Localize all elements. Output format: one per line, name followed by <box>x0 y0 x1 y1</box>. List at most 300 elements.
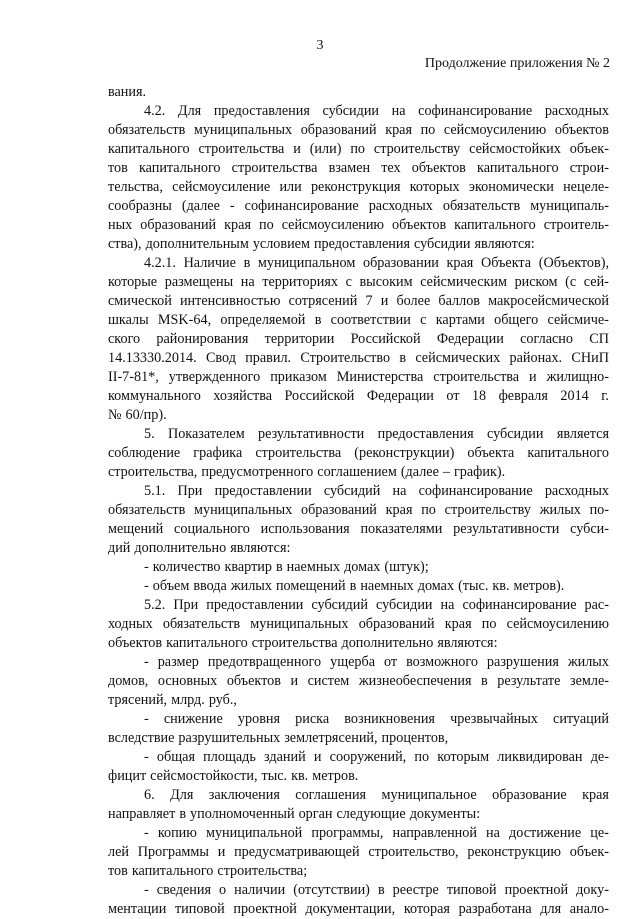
word: рас- <box>584 597 609 613</box>
word: муниципальное <box>381 787 477 803</box>
word: соглашения <box>295 787 367 803</box>
word: предоставления <box>377 426 474 442</box>
word: строительства <box>433 369 520 385</box>
word: коммунального <box>108 388 201 404</box>
text-line <box>108 121 609 140</box>
word: домов, <box>108 673 149 689</box>
word: метров). <box>513 578 565 594</box>
word: смической <box>108 293 172 309</box>
word: общего <box>494 312 539 328</box>
word: жилых <box>539 502 581 518</box>
word: реконструкция <box>310 179 401 195</box>
word: являются: <box>230 540 291 556</box>
word: муниципальных <box>194 502 293 518</box>
word: на <box>486 825 500 841</box>
word: Федерации <box>366 388 434 404</box>
word: территории <box>264 331 335 347</box>
word: 60/пр). <box>125 407 167 423</box>
word: в <box>314 312 322 328</box>
word: строительства, <box>108 464 198 480</box>
word: сейсмоусилению <box>443 122 547 138</box>
word: достижение <box>509 825 582 841</box>
word: типовой <box>174 901 225 917</box>
word: помещений <box>275 578 346 594</box>
word: являются: <box>474 236 535 252</box>
word: которым <box>437 749 490 765</box>
word: количество <box>152 559 221 575</box>
word: по <box>420 122 436 138</box>
text-line <box>108 406 609 425</box>
word: - <box>144 578 149 594</box>
word: объектов <box>554 122 609 138</box>
word: строительства; <box>217 863 308 879</box>
word: - <box>144 749 149 765</box>
text-line <box>108 634 609 653</box>
word: сооружений, <box>329 749 407 765</box>
word: субсидии <box>322 103 380 119</box>
word: г. <box>601 388 609 404</box>
word: СНиП <box>571 350 609 366</box>
word: предоставлении <box>206 597 304 613</box>
word: капитального <box>454 217 536 233</box>
word: капитального <box>138 160 221 176</box>
text-line <box>108 254 609 273</box>
word: ства), <box>108 236 142 252</box>
word: 14.13330.2014. <box>108 350 197 366</box>
word: метров. <box>312 768 359 784</box>
word: проектной <box>504 882 569 898</box>
word: на <box>240 274 255 290</box>
word: муниципальных <box>250 616 349 632</box>
text-line <box>108 311 609 330</box>
word: является <box>556 426 609 442</box>
word: в <box>481 673 488 689</box>
word: Российской <box>284 388 355 404</box>
word: согласно <box>520 331 573 347</box>
word: соглашением <box>317 464 397 480</box>
word: строительства <box>198 141 285 157</box>
word: показателями <box>360 521 443 537</box>
word: сейсмическим <box>420 274 507 290</box>
text-line <box>108 159 609 178</box>
word: края <box>385 122 412 138</box>
word: по <box>258 217 274 233</box>
text-line <box>108 425 609 444</box>
text-line <box>108 805 609 824</box>
word: график). <box>453 464 506 480</box>
word: края <box>385 502 413 518</box>
word: соблюдение <box>108 445 181 461</box>
word: субсидии <box>486 426 544 442</box>
word: сейсмиче- <box>547 312 609 328</box>
word: Для <box>177 103 202 119</box>
text-line <box>108 216 609 235</box>
word: являются: <box>437 635 498 651</box>
word: на <box>391 103 406 119</box>
text-line <box>108 729 609 748</box>
word: (с <box>565 274 577 290</box>
word: 18 <box>471 388 487 404</box>
word: 4.2.1. <box>144 255 176 271</box>
word: предусматривающей <box>234 844 360 860</box>
word: систем <box>307 673 350 689</box>
word: экономически <box>468 179 554 195</box>
word: жилых <box>230 578 272 594</box>
word: расходных <box>544 103 609 119</box>
word: по <box>414 749 430 765</box>
word: жилых <box>567 654 609 670</box>
word: края <box>446 255 474 271</box>
word: в <box>399 350 407 366</box>
word: - <box>229 198 235 214</box>
word: программы, <box>311 825 384 841</box>
word: копию <box>157 825 197 841</box>
word: и <box>529 369 537 385</box>
word: основных <box>157 673 218 689</box>
word: капитального <box>108 141 190 157</box>
text-line <box>108 615 609 634</box>
word: тыс. <box>261 768 288 784</box>
word: (далее <box>181 198 220 214</box>
word: по- <box>589 502 609 518</box>
word: направляет <box>108 806 176 822</box>
text-line <box>108 843 609 862</box>
word: наличии <box>234 882 286 898</box>
text-line <box>108 824 609 843</box>
word: муниципальной <box>205 825 303 841</box>
word: ликвидирован <box>497 749 583 765</box>
word: муниципаль- <box>530 198 609 214</box>
appendix-continuation-note: Продолжение приложения № 2 <box>424 56 610 71</box>
word: тов <box>108 160 128 176</box>
text-line <box>108 900 609 919</box>
word: результативности <box>258 426 365 442</box>
word: тельства, <box>108 179 163 195</box>
word: для <box>540 901 562 917</box>
word: по <box>421 502 436 518</box>
word: нецеле- <box>563 179 609 195</box>
word: (тыс. <box>458 578 489 594</box>
word: снижение <box>163 711 223 727</box>
word: расходных <box>544 483 609 499</box>
word: в <box>349 578 357 594</box>
word: дий <box>108 540 131 556</box>
word: обязательств <box>442 198 521 214</box>
word: объекта <box>467 445 515 461</box>
word: которых <box>409 179 460 195</box>
document-body <box>108 83 609 919</box>
word: размер <box>157 654 199 670</box>
text-line <box>108 463 609 482</box>
word: реконструкцию <box>467 844 561 860</box>
word: объек- <box>569 844 609 860</box>
word: и <box>380 293 389 309</box>
text-line <box>108 748 609 767</box>
word: площадь <box>203 749 256 765</box>
word: правил. <box>245 350 292 366</box>
word: MSK-64, <box>157 312 212 328</box>
word: на <box>440 597 455 613</box>
word: объектов <box>108 635 163 651</box>
word: дополнительно <box>341 635 434 651</box>
word: использования <box>260 521 350 537</box>
word: вания. <box>108 84 147 100</box>
word: II-7-81*, <box>108 369 159 385</box>
text-line <box>108 596 609 615</box>
word: строи- <box>569 160 609 176</box>
word: социального <box>174 521 250 537</box>
text-line <box>108 862 609 881</box>
word: Наличие <box>183 255 236 271</box>
word: возможного <box>406 654 478 670</box>
word: края <box>582 787 609 803</box>
text-line <box>108 140 609 159</box>
word: наемных <box>286 559 341 575</box>
word: сотрясений <box>288 293 358 309</box>
word: Строительство <box>300 350 391 366</box>
word: ситуаций <box>553 711 609 727</box>
word: образований <box>358 616 435 632</box>
word: предоставления <box>313 236 410 252</box>
text-line <box>108 387 609 406</box>
word: де- <box>590 749 609 765</box>
word: - <box>144 882 149 898</box>
word: типовой <box>446 882 497 898</box>
text-line <box>108 368 609 387</box>
word: наемных <box>360 578 414 594</box>
text-line <box>108 235 609 254</box>
word: на <box>392 483 407 499</box>
word: ных <box>108 217 133 233</box>
word: шкалы <box>108 312 149 328</box>
word: предоставлении <box>214 483 312 499</box>
word: (отсутствии) <box>293 882 370 898</box>
word: (штук); <box>384 559 429 575</box>
word: 5. <box>144 426 155 442</box>
text-line <box>108 520 609 539</box>
word: результативности <box>453 521 560 537</box>
word: софинансирование <box>244 198 359 214</box>
word: предусмотренного <box>201 464 314 480</box>
word: сейсмостойкости, <box>150 768 258 784</box>
word: домах <box>344 559 381 575</box>
text-line <box>108 653 609 672</box>
word: сведения <box>156 882 212 898</box>
word: софинансирование <box>418 483 533 499</box>
text-line <box>108 710 609 729</box>
word: макросейсмической <box>488 293 609 309</box>
word: - <box>144 711 149 727</box>
word: субсидии <box>375 597 433 613</box>
word: проектной <box>233 901 297 917</box>
word: процентов, <box>381 730 449 746</box>
word: обязательств <box>108 122 186 138</box>
word: районах. <box>509 350 563 366</box>
word: тех <box>381 160 401 176</box>
word: с <box>345 274 352 290</box>
word: разработана <box>458 901 532 917</box>
word: капитального <box>131 863 214 879</box>
word: и <box>290 673 299 689</box>
word: При <box>173 597 199 613</box>
word: 5.1. <box>144 483 166 499</box>
word: риска <box>295 711 330 727</box>
word: капитального <box>477 160 559 176</box>
word: с <box>420 312 427 328</box>
word: дополнительным <box>145 236 249 252</box>
word: документы: <box>409 806 481 822</box>
text-line <box>108 102 609 121</box>
word: земле- <box>569 673 609 689</box>
word: Российской <box>350 331 421 347</box>
word: предоставления <box>213 103 310 119</box>
word: разрушительных <box>178 730 281 746</box>
word: лей <box>108 844 129 860</box>
word: баллов <box>438 293 480 309</box>
word: образований <box>300 122 377 138</box>
word: строительству <box>373 141 461 157</box>
word: хозяйства <box>213 388 273 404</box>
word: более <box>396 293 431 309</box>
word: высоким <box>359 274 413 290</box>
word: объек- <box>569 141 609 157</box>
word: образований <box>140 217 217 233</box>
word: февраля <box>498 388 548 404</box>
word: приказом <box>270 369 327 385</box>
text-line <box>108 273 609 292</box>
word: в <box>243 255 251 271</box>
word: обязательств <box>108 502 186 518</box>
text-line <box>108 197 609 216</box>
word: Свод <box>205 350 236 366</box>
word: чрезвычайных <box>450 711 538 727</box>
word: сейсмостойких <box>469 141 561 157</box>
text-line <box>108 292 609 311</box>
word: доку- <box>576 882 609 898</box>
word: СП <box>589 331 609 347</box>
text-line <box>108 330 609 349</box>
word: заключения <box>208 787 280 803</box>
word: районирования <box>156 331 249 347</box>
word: интенсивностью <box>179 293 281 309</box>
word: - <box>144 559 149 575</box>
text-line <box>108 881 609 900</box>
word: по <box>481 616 497 632</box>
word: 5.2. <box>144 597 166 613</box>
word: в <box>179 806 187 822</box>
word: анало- <box>569 901 609 917</box>
word: це- <box>590 825 609 841</box>
word: по <box>350 141 366 157</box>
word: образований <box>301 502 377 518</box>
word: зданий <box>264 749 306 765</box>
word: строительства <box>231 160 318 176</box>
word: сейсмоусиление <box>172 179 271 195</box>
text-line <box>108 444 609 463</box>
word: территориях <box>262 274 338 290</box>
word: кв. <box>291 768 309 784</box>
word: общая <box>156 749 195 765</box>
word: сообразны <box>108 198 172 214</box>
word: результате <box>497 673 561 689</box>
word: (Объектов), <box>538 255 609 271</box>
word: картами <box>435 312 485 328</box>
word: 6. <box>144 787 155 803</box>
word: уполномоченный <box>190 806 295 822</box>
word: следующие <box>336 806 406 822</box>
word: субси- <box>570 521 609 537</box>
word: ущерба <box>330 654 376 670</box>
word: в <box>377 882 385 898</box>
word: или <box>279 179 302 195</box>
word: (или) <box>309 141 342 157</box>
word: трясений, <box>108 692 168 708</box>
text-line <box>108 767 609 786</box>
word: дополнительно <box>134 540 227 556</box>
page-number: 3 <box>316 38 324 53</box>
word: реестре <box>392 882 439 898</box>
word: фицит <box>108 768 147 784</box>
word: утвержденного <box>168 369 261 385</box>
word: возникновения <box>344 711 435 727</box>
word: капитального <box>166 635 248 651</box>
word: уровня <box>237 711 281 727</box>
word: и <box>217 844 226 860</box>
word: землетрясений, <box>284 730 378 746</box>
word: объектов <box>392 217 447 233</box>
word: сей- <box>583 274 609 290</box>
word: в <box>275 559 283 575</box>
word: от <box>446 388 460 404</box>
word: – <box>442 464 450 480</box>
word: риском <box>514 274 558 290</box>
word: направленной <box>392 825 477 841</box>
word: размещены <box>164 274 234 290</box>
word: 2014 <box>560 388 589 404</box>
word: о <box>219 882 227 898</box>
word: № <box>108 407 122 423</box>
word: руб., <box>208 692 237 708</box>
word: кв. <box>492 578 510 594</box>
word: определяемой <box>220 312 306 328</box>
word: строительство, <box>368 844 459 860</box>
word: Показателем <box>167 426 245 442</box>
word: ходных <box>108 616 153 632</box>
word: - <box>144 654 149 670</box>
word: Федерации <box>436 331 504 347</box>
word: 7 <box>365 293 373 309</box>
word: сейсмоусилению <box>506 616 609 632</box>
word: субсидии <box>413 236 471 252</box>
word: тов <box>108 863 128 879</box>
word: края <box>444 616 472 632</box>
word: софинансирование <box>418 103 533 119</box>
word: домах <box>417 578 455 594</box>
text-line <box>108 672 609 691</box>
text-line <box>108 539 609 558</box>
word: взамен <box>328 160 371 176</box>
word: объем <box>152 578 190 594</box>
word: строитель- <box>543 217 609 233</box>
text-line <box>108 178 609 197</box>
word: образование <box>492 787 567 803</box>
word: Министерства <box>336 369 424 385</box>
word: края <box>224 217 251 233</box>
text-line <box>108 83 609 102</box>
word: ввода <box>193 578 227 594</box>
text-line <box>108 558 609 577</box>
word: условием <box>252 236 310 252</box>
